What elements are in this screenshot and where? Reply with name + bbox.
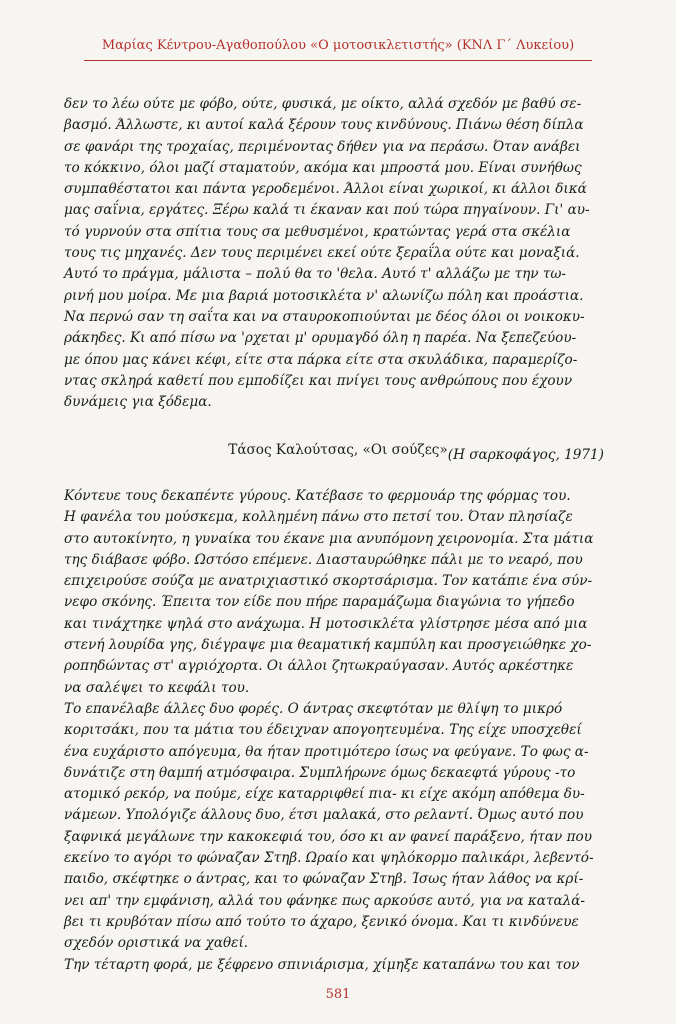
text-line: δεν το λέω ούτε με φόβο, ούτε, φυσικά, με οίκτο, αλλά σχεδόν με βαθύ σε- [64,96,582,112]
header-rule [84,60,592,61]
excerpt-source: (Η σαρκοφάγος, 1971) [447,447,604,463]
text-line: νει απ' την εμφάνιση, αλλά του φάνηκε πως αρκούσε αυτό, για να καταλά- [64,892,586,909]
text-line: ντας σκληρά καθετί που εμποδίζει και πνίγει τους ανθρώπους που έχουν [64,372,573,389]
text-line: Να περνώ σαν τη σαΐτα και να σταυροκοπιούνται με δέος όλοι οι νοικοκυ- [64,308,585,325]
story-title: Τάσος Καλούτσας, «Οι σούζες» [228,442,448,458]
text-line: τό γυρνούν στα σπίτια τους σα μεθυσμένοι, κρατώντας γερά στα σκέλια [64,223,571,240]
text-line: της διάβασε φόβο. Ωστόσο επέμενε. Διασταυρώθηκε πάλι με το νεαρό, που [64,551,583,568]
text-line: Κόντευε τους δεκαπέντε γύρους. Κατέβασε το φερμουάρ της φόρμας του. [64,488,571,504]
text-line: εκείνο το αγόρι το φώναζαν Στηβ. Ωραίο και ψηλόκορμο παλικάρι, λεβεντό- [64,850,594,867]
text-line: νάμεων. Υπολόγιζε άλλους δυο, έτσι μαλακά, στο ρελαντί. Όμως αυτό που [64,807,584,824]
text-line: συμπαθέστατοι και πάντα γεροδεμένοι. Άλλοι είναι χωρικοί, κι άλλοι δικά [64,181,587,198]
text-line: ρινή μου μοίρα. Με μια βαριά μοτοσικλέτα ν' αλωνίζω πόλη και προάστια. [64,287,584,304]
text-line: ένα ευχάριστο απόγευμα, θα ήταν προτιμότερο ίσως να φεύγανε. Το φως α- [64,743,589,760]
text-line: επιχειρούσε σούζα με ανατριχιαστικό σκορτσάρισμα. Τον κατάπιε ένα σύν- [64,573,593,590]
text-line: ράκηδες. Κι από πίσω να 'ρχεται μ' ορυμαγδό όλη η παρέα. Να ξεπεζεύου- [64,330,577,347]
text-line: το κόκκινο, όλοι μαζί σταματούν, ακόμα και μπροστά μου. Είναι συνήθως [64,159,582,176]
text-line: Το επανέλαβε άλλες δυο φορές. Ο άντρας σκεφτόταν με θλίψη το μικρό [64,700,563,717]
text-line: κοριτσάκι, που τα μάτια του έδειχναν απογοητευμένα. Της είχε υποσχεθεί [64,722,582,739]
text-line: Η φανέλα του μούσκεμα, κολλημένη πάνω στο πετσί του. Όταν πλησίαζε [64,509,573,526]
text-line: παιδο, σκέφτηκε ο άντρας, και το φώναζαν Στηβ. Ίσως ήταν λάθος να κρί- [64,871,584,888]
text-line: Την τέταρτη φορά, με ξέφρενο σπινιάρισμα, χίμηξε καταπάνω του και τον [64,956,580,973]
text-line: τους τις μηχανές. Δεν τους περιμένει εκεί ούτε ξεραΐλα ούτε και μοναξιά. [64,245,580,262]
text-line: ξαφνικά μεγάλωνε την κακοκεφιά του, όσο κι αν φανεί παράξενο, ήταν που [64,828,592,845]
text-line: με όπου μας κάνει κέφι, είτε στα πάρκα είτε στα σκυλάδικα, παραμερίζο- [64,351,578,368]
text-line: νεφο σκόνης. Έπειτα τον είδε που πήρε παραμάζωμα διαγώνια το γήπεδο [64,594,575,611]
text-line: βασμό. Άλλωστε, κι αυτοί καλά ξέρουν τους κινδύνους. Πιάνω θέση δίπλα [64,117,584,134]
running-head: Μαρίας Κέντρου-Αγαθοπούλου «Ο μοτοσικλετιστής» (ΚΝΛ Γ΄ Λυκείου) [101,38,575,53]
text-line: σχεδόν οριστικά να χαθεί. [64,935,249,952]
text-line: να σαλέψει το κεφάλι του. [64,679,250,696]
text-line: βει τι κρυβόταν πίσω από τούτο το άχαρο, ξενικό όνομα. Και τι κινδύνευε [64,913,579,930]
text-line: μας σαΐνια, εργάτες. Ξέρω καλά τι έκαναν και πού τώρα πηγαίνουν. Γι' αυ- [64,202,590,219]
text-line: δυνάτιζε στη θαμπή ατμόσφαιρα. Συμπλήρωνε όμως δεκαεφτά γύρους -το [64,764,576,781]
page-number: 581 [325,987,351,1002]
text-line: και τινάχτηκε ψηλά στο ανάχωμα. Η μοτοσικλέτα γλίστρησε μέσα από μια [64,615,588,632]
text-line: στο αυτοκίνητο, η γυναίκα του έκανε μια ανυπόμονη χειρονομία. Στα μάτια [64,530,594,547]
text-line: ατομικό ρεκόρ, να πούμε, είχε καταρριφθεί πια- κι είχε ακόμη απόθεμα δυ- [64,786,585,803]
excerpt-text [64,94,616,413]
text-line: Αυτό το πράγμα, μάλιστα – πολύ θα το 'θελα. Αυτό τ' αλλάζω με την τω- [64,266,567,283]
story-text [64,486,616,976]
text-line: στενή λουρίδα γης, διέγραψε μια θεαματική καμπύλη και προσγειώθηκε χο- [64,637,592,654]
text-line: δυνάμεις για ξόδεμα. [64,394,212,411]
text-line: σε φανάρι της τροχαίας, περιμένοντας δήθεν για να περάσω. Όταν ανάβει [64,138,581,155]
text-line: ροπηδώντας στ' αγριόχορτα. Οι άλλοι ζητωκραύγασαν. Αυτός αρκέστηκε [64,658,574,675]
